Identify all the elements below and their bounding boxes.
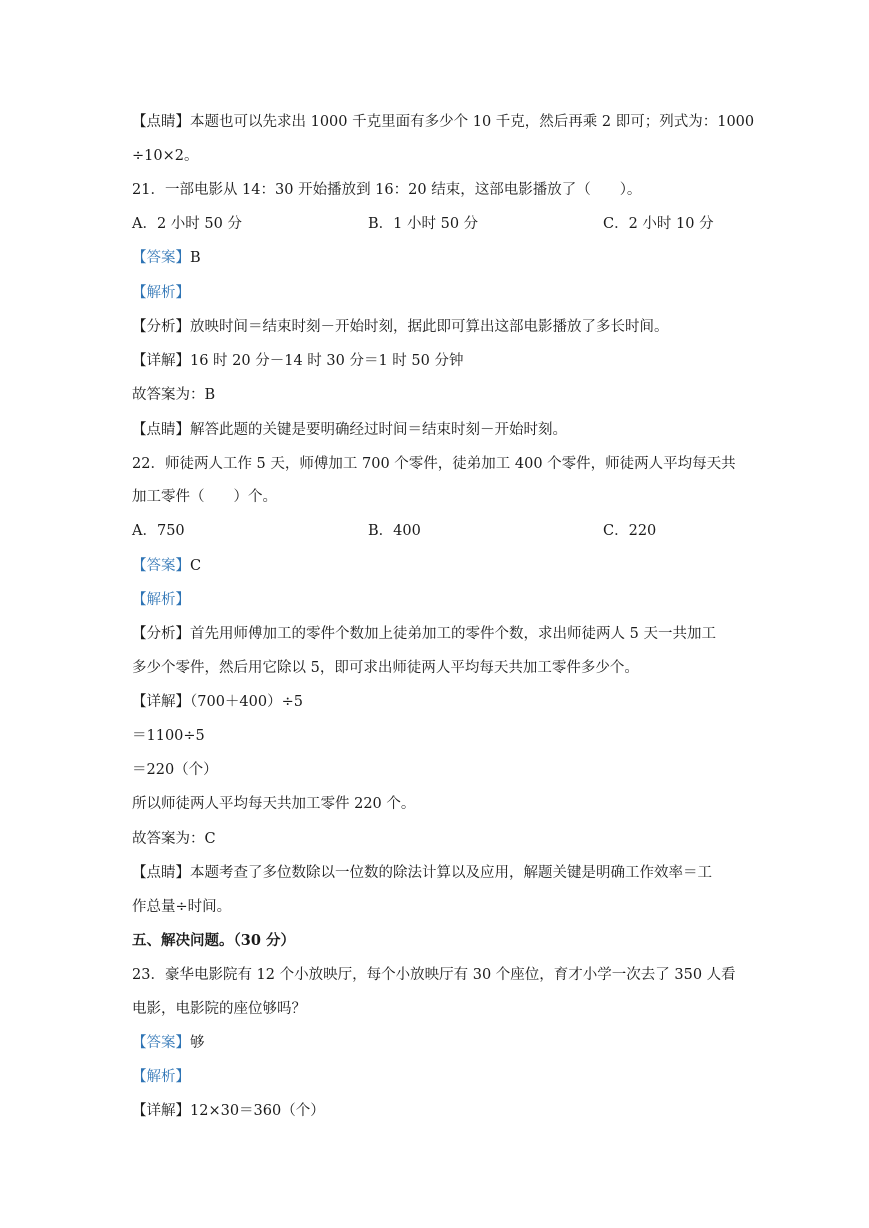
q22-xiangjie: 【详解】（700＋400）÷5 [132, 694, 303, 710]
question-22-cont: 加工零件（ ）个。 [132, 489, 277, 505]
q22-option-a: A．750 [132, 523, 185, 539]
answer-value: B [190, 250, 201, 266]
q23-answer [132, 1033, 205, 1053]
question-23-cont: 电影，电影院的座位够吗？ [132, 1001, 306, 1017]
q22-conclusion: 故答案为：C [132, 831, 216, 847]
q22-option-b: B．400 [368, 523, 421, 539]
q22-summary: 所以师徒两人平均每天共加工零件 220 个。 [132, 796, 416, 812]
q23-jiexi: 【解析】 [132, 1069, 190, 1085]
q22-jiexi: 【解析】 [132, 592, 190, 608]
q21-conclusion: 故答案为：B [132, 387, 216, 403]
q21-answer [132, 248, 201, 268]
answer-value: C [190, 558, 202, 574]
q22-answer [132, 556, 201, 576]
answer-value: 够 [190, 1035, 205, 1051]
q22-step-3: ＝220（个） [132, 762, 218, 778]
q22-fenxi-cont: 多少个零件，然后用它除以 5，即可求出师徒两人平均每天共加工零件多少个。 [132, 660, 639, 676]
q22-option-c: C．220 [603, 523, 657, 539]
dianjing-line: 【点睛】本题也可以先求出 1000 千克里面有多少个 10 千克，然后再乘 2 即可；列式为：1000 [132, 114, 755, 130]
q21-jiexi: 【解析】 [132, 285, 190, 301]
dianjing-line-cont: ÷10×2。 [132, 148, 199, 164]
q21-fenxi: 【分析】放映时间＝结束时刻－开始时刻，据此即可算出这部电影播放了多长时间。 [132, 319, 669, 335]
section-heading: 五、解决问题。（30 分） [132, 932, 295, 949]
question-23: 23．豪华电影院有 12 个小放映厅，每个小放映厅有 30 个座位，育才小学一次去了 350 人看 [132, 967, 736, 983]
q21-xiangjie: 【详解】16 时 20 分－14 时 30 分＝1 时 50 分钟 [132, 353, 464, 369]
question-22: 22．师徒两人工作 5 天，师傅加工 700 个零件，徒弟加工 400 个零件，师徒两人平均每天共 [132, 456, 736, 472]
answer-tag: 【答案】 [132, 1035, 190, 1051]
q21-dianjing: 【点睛】解答此题的关键是要明确经过时间＝结束时刻－开始时刻。 [132, 422, 567, 438]
q22-dianjing: 【点睛】本题考查了多位数除以一位数的除法计算以及应用，解题关键是明确工作效率＝工 [132, 865, 712, 881]
q21-option-b: B．1 小时 50 分 [368, 216, 479, 232]
q23-xiangjie: 【详解】12×30＝360（个） [132, 1103, 325, 1119]
q22-step-2: ＝1100÷5 [132, 728, 205, 744]
q22-fenxi: 【分析】首先用师傅加工的零件个数加上徒弟加工的零件个数，求出师徒两人 5 天一共加工 [132, 626, 716, 642]
q22-dianjing-cont: 作总量÷时间。 [132, 899, 232, 915]
answer-tag: 【答案】 [132, 558, 190, 574]
q21-option-c: C．2 小时 10 分 [603, 216, 714, 232]
question-21: 21．一部电影从 14：30 开始播放到 16：20 结束，这部电影播放了（ ）。 [132, 182, 642, 198]
q21-option-a: A．2 小时 50 分 [132, 216, 242, 232]
answer-tag: 【答案】 [132, 250, 190, 266]
